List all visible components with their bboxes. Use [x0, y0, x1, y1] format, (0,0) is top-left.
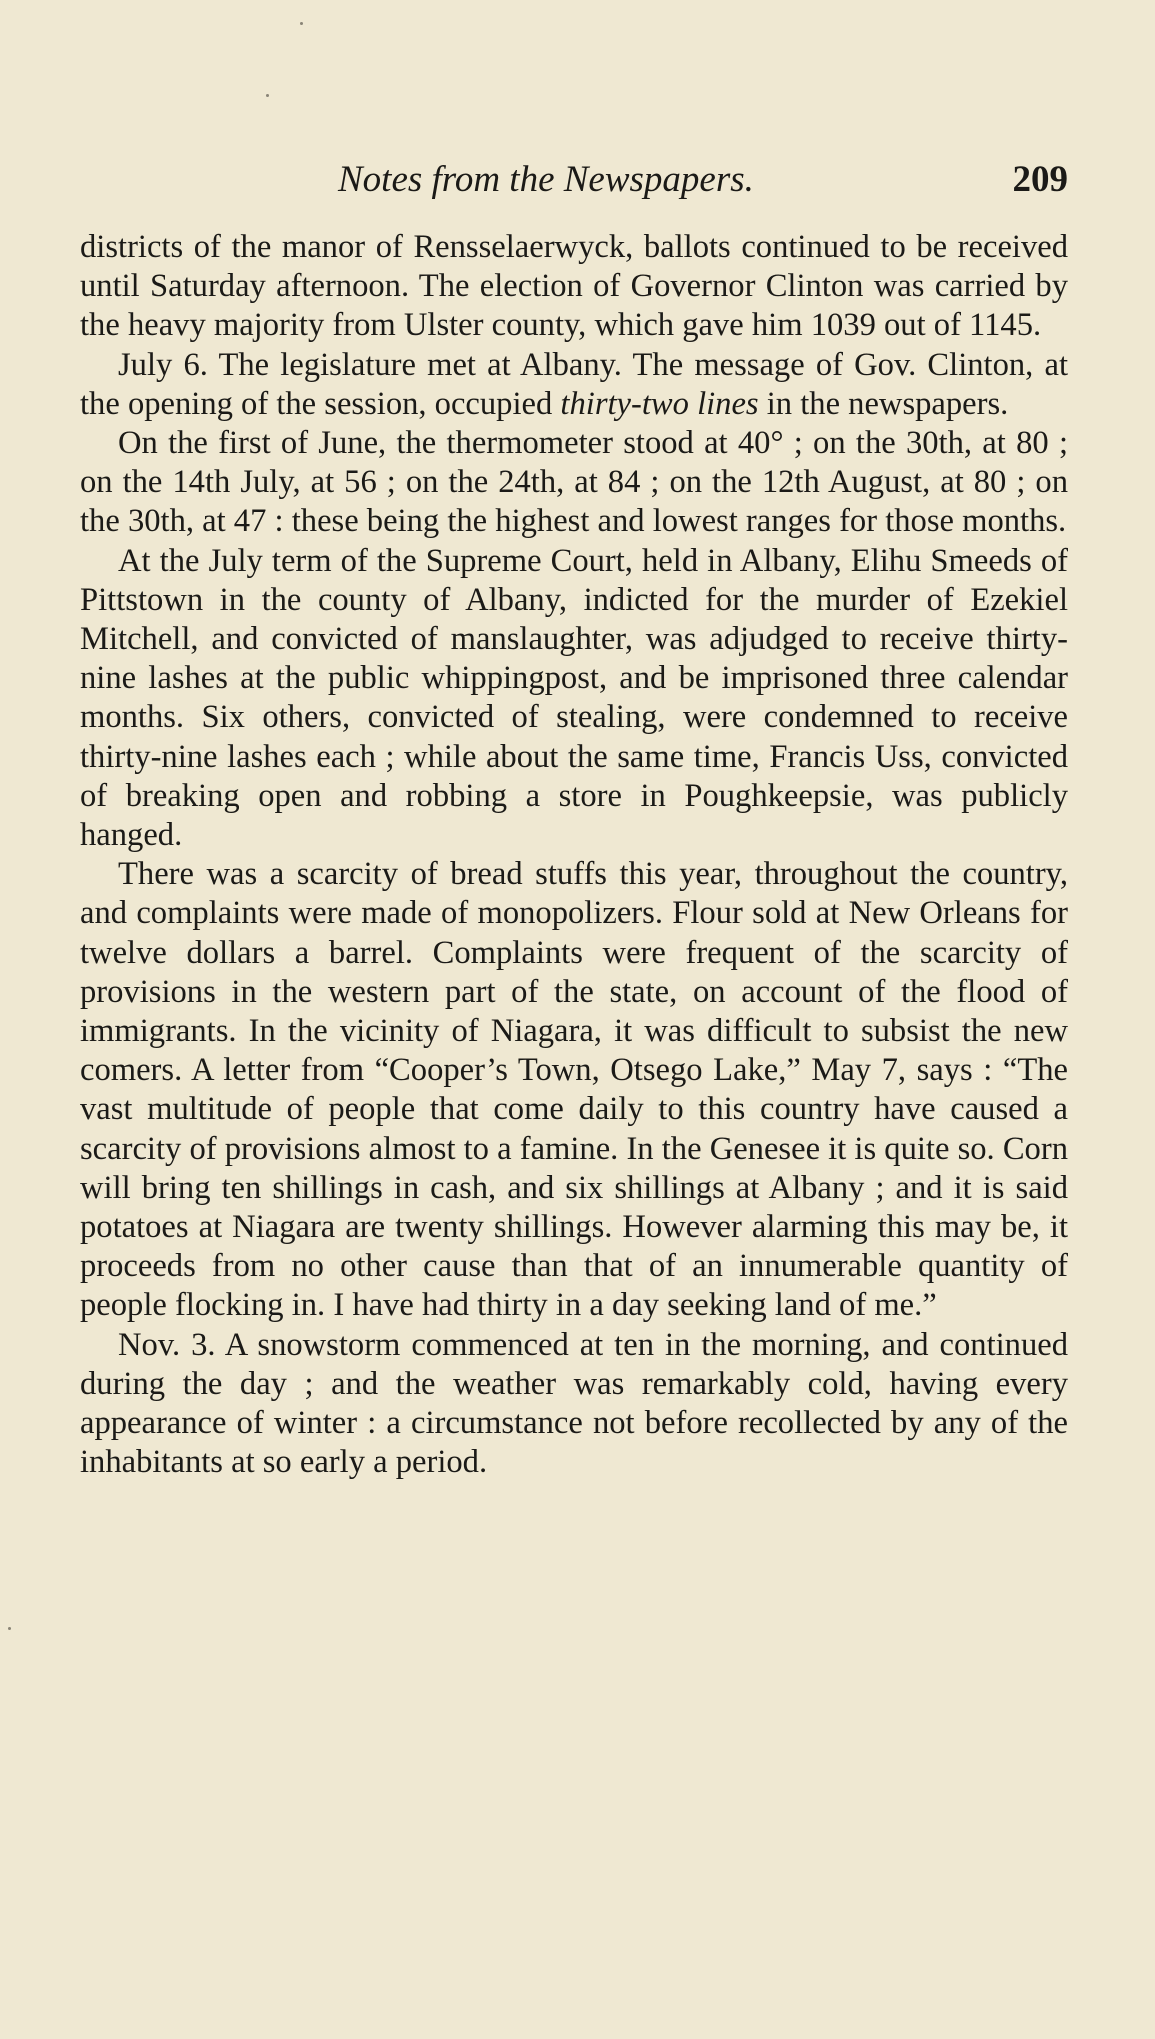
paragraph-text: There was a scarcity of bread stuffs this year, throughout the country, and complaints were made of monopolizers. Flour sold at New Orleans for twelve dollars a barrel. Complaints were frequent of the scarcity of provisions in the western part of the state, on account of the flood of immigrants. In the vicinity of Niagara, it was difficult to subsist the new comers. A letter from “Cooper’s Town, Otsego Lake,” May 7, says : “The vast multitude of people that come daily to this country have caused a scarcity of provisions almost to a famine. In the Genesee it is quite so. Corn will bring ten shillings in cash, and six shillings at Albany ; and it is said potatoes at Niagara are twenty shillings. However alarming this may be, it proceeds from no other cause than that of an innumerable quantity of people flocking in. I have had thirty in a day seeking land of me.”	[80, 856, 1068, 1324]
page-header	[80, 158, 1080, 208]
body-text	[80, 228, 1068, 1483]
ink-speck	[8, 1627, 11, 1630]
italic-text: thirty-two lines	[560, 385, 759, 422]
paragraph	[80, 228, 1068, 346]
paragraph-text: At the July term of the Supreme Court, held in Albany, Elihu Smeeds of Pittstown in the county of Albany, indicted for the murder of Ezekiel Mitchell, and convicted of manslaughter, was adjudged to receive thirty-nine lashes at the public whippingpost, and be imprisoned three calendar months. Six others, convicted of stealing, were condemned to receive thirty-nine lashes each ; while about the same time, Francis Uss, convicted of breaking open and robbing a store in Poughkeepsie, was publicly hanged.	[80, 542, 1068, 854]
paragraph-text: in the newspapers.	[758, 385, 1009, 422]
paragraph	[80, 542, 1068, 856]
paragraph-text: districts of the manor of Rensselaerwyck, ballots continued to be received until Saturday afternoon. The election of Governor Clinton was carried by the heavy majority from Ulster county, which gave him 1039 out of 1145.	[80, 229, 1068, 344]
paragraph	[80, 855, 1068, 1325]
paragraph-text: On the first of June, the thermometer stood at 40° ; on the 30th, at 80 ; on the 14th July, at 56 ; on the 24th, at 84 ; on the 12th August, at 80 ; on the 30th, at 47 : these being the highest and lowest ranges for those months.	[80, 425, 1068, 540]
paragraph	[80, 1326, 1068, 1483]
ink-speck	[266, 94, 269, 97]
paragraph-text: Nov. 3. A snowstorm commenced at ten in the morning, and continued during the day ; and the weather was remarkably cold, having every appearance of winter : a circumstance not before recollected by any of the inhabitants at so early a period.	[80, 1326, 1068, 1481]
paragraph	[80, 346, 1068, 424]
ink-speck	[300, 22, 303, 25]
page-number: 209	[1012, 159, 1068, 200]
paragraph-text: July 6. The legislature met at Albany. The message of Gov. Clinton, at the opening of the session, occupied	[80, 346, 1068, 422]
running-title: Notes from the Newspapers.	[338, 159, 754, 200]
paragraph	[80, 424, 1068, 542]
